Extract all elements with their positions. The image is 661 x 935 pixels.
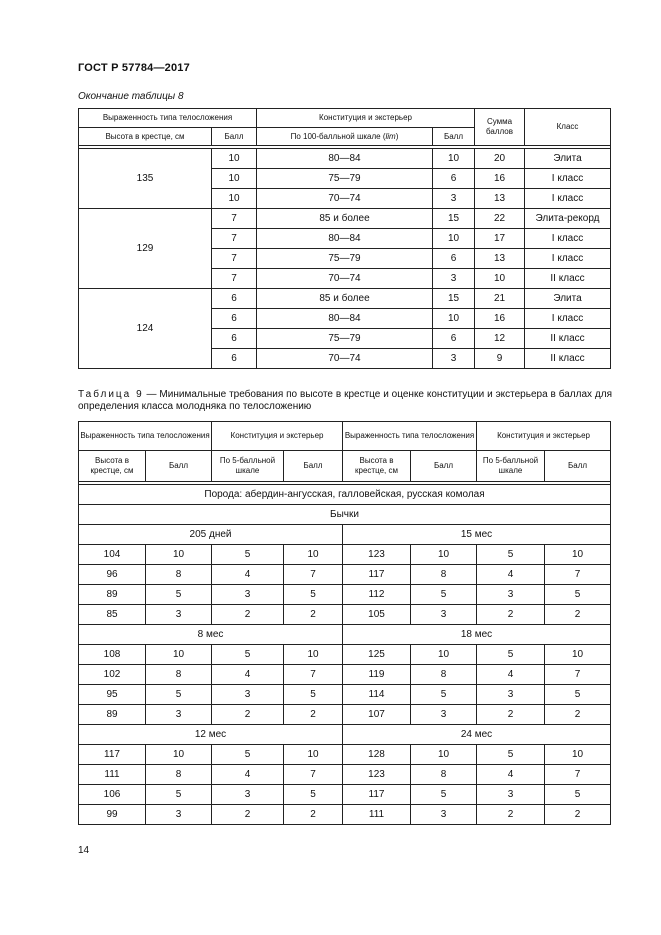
- th9-body-type-left: Выраженность типа телосложения: [79, 422, 212, 451]
- table-row: [79, 665, 611, 685]
- table-row: [79, 765, 611, 785]
- table-cell: II класс: [525, 329, 611, 349]
- table-cell: 2: [545, 805, 611, 825]
- table-cell: 10: [411, 545, 477, 565]
- table-cell: 75—79: [257, 329, 433, 349]
- table-cell: 10: [212, 189, 257, 209]
- table-cell: Элита: [525, 289, 611, 309]
- table-row: [79, 645, 611, 665]
- table-cell: 80—84: [257, 229, 433, 249]
- age-label-right: 15 мес: [343, 525, 611, 545]
- table-cell: 4: [477, 665, 545, 685]
- th9-height-right: Высота в крестце, см: [343, 451, 411, 482]
- table-cell: 10: [146, 745, 212, 765]
- table-cell: 3: [433, 349, 475, 369]
- table-cell: 8: [146, 565, 212, 585]
- table-cell: 10: [433, 309, 475, 329]
- table-cell: 6: [212, 309, 257, 329]
- table-row: [79, 705, 611, 725]
- age-label-right: 24 мес: [343, 725, 611, 745]
- table-cell: 6: [212, 289, 257, 309]
- table-cell: 117: [343, 565, 411, 585]
- table-cell: 10: [475, 269, 525, 289]
- table-cell: 10: [433, 229, 475, 249]
- table-cell: 4: [212, 565, 284, 585]
- table-cell: 3: [433, 269, 475, 289]
- table-cell: 10: [212, 149, 257, 169]
- table-cell: 70—74: [257, 349, 433, 369]
- page-number: 14: [78, 845, 90, 856]
- table-cell: I класс: [525, 229, 611, 249]
- table-cell: 75—79: [257, 169, 433, 189]
- table-cell: 5: [146, 585, 212, 605]
- table-cell: 3: [212, 585, 284, 605]
- table-cell: 85: [79, 605, 146, 625]
- table-cell: 10: [146, 645, 212, 665]
- table-row: [79, 545, 611, 565]
- th-height: Высота в крестце, см: [79, 128, 212, 146]
- table-cell: 89: [79, 705, 146, 725]
- table-cell: 5: [477, 745, 545, 765]
- table-cell: I класс: [525, 189, 611, 209]
- age-label-left: 8 мес: [79, 625, 343, 645]
- table-cell: 123: [343, 765, 411, 785]
- table-row: [79, 565, 611, 585]
- table-cell: I класс: [525, 309, 611, 329]
- table8: [78, 108, 611, 369]
- table-cell: 10: [545, 545, 611, 565]
- table-cell: 117: [343, 785, 411, 805]
- table9-caption-text: — Минимальные требования по высоте в крестце и оценке конституции и экстерьера в баллах для определения класса молодняка по телосложению: [78, 389, 612, 412]
- table-cell: 10: [411, 645, 477, 665]
- table-cell: 3: [212, 685, 284, 705]
- th-scale100: По 100-балльной шкале (lim): [257, 128, 433, 146]
- table8-caption: Окончание таблицы 8: [78, 91, 184, 102]
- table-row: [79, 805, 611, 825]
- table-row: [79, 605, 611, 625]
- table-cell: 5: [284, 785, 343, 805]
- height-cell: 135: [79, 149, 212, 209]
- table-cell: 3: [433, 189, 475, 209]
- table-cell: 8: [411, 565, 477, 585]
- table-cell: 5: [477, 545, 545, 565]
- th-class: Класс: [525, 109, 611, 146]
- table-row: [79, 585, 611, 605]
- table-cell: I класс: [525, 169, 611, 189]
- table-cell: 3: [146, 805, 212, 825]
- table-cell: 7: [284, 565, 343, 585]
- table-cell: 102: [79, 665, 146, 685]
- table-row: [79, 685, 611, 705]
- table-cell: 95: [79, 685, 146, 705]
- table-cell: 10: [284, 745, 343, 765]
- table9-caption-label: Таблица 9: [78, 389, 144, 400]
- table-cell: 119: [343, 665, 411, 685]
- th-constitution: Конституция и экстерьер: [257, 109, 475, 128]
- table-cell: 104: [79, 545, 146, 565]
- table-cell: 85 и более: [257, 209, 433, 229]
- table-cell: 7: [284, 665, 343, 685]
- table-cell: 2: [545, 705, 611, 725]
- table-cell: 10: [411, 745, 477, 765]
- table-cell: 96: [79, 565, 146, 585]
- table-cell: 20: [475, 149, 525, 169]
- table-cell: II класс: [525, 349, 611, 369]
- table-cell: 12: [475, 329, 525, 349]
- table-cell: 10: [212, 169, 257, 189]
- table-cell: 7: [212, 249, 257, 269]
- table-cell: 13: [475, 249, 525, 269]
- table-cell: 8: [146, 665, 212, 685]
- table-cell: 2: [477, 805, 545, 825]
- table-cell: 8: [411, 665, 477, 685]
- table-cell: 2: [284, 605, 343, 625]
- table-cell: 8: [146, 765, 212, 785]
- table-cell: 117: [79, 745, 146, 765]
- table-cell: 99: [79, 805, 146, 825]
- th9-ball-right: Балл: [411, 451, 477, 482]
- table-cell: Элита: [525, 149, 611, 169]
- table-cell: 5: [146, 685, 212, 705]
- table-cell: 15: [433, 289, 475, 309]
- th9-ball2-left: Балл: [284, 451, 343, 482]
- table-cell: 10: [545, 645, 611, 665]
- table-cell: 7: [212, 229, 257, 249]
- height-cell: 129: [79, 209, 212, 289]
- table-cell: 10: [284, 545, 343, 565]
- th9-ball2-right: Балл: [545, 451, 611, 482]
- th9-scale5-right: По 5-балльной шкале: [477, 451, 545, 482]
- th-body-type: Выраженность типа телосложения: [79, 109, 257, 128]
- table-cell: 111: [343, 805, 411, 825]
- table-cell: 106: [79, 785, 146, 805]
- th9-ball-left: Балл: [146, 451, 212, 482]
- table-cell: 3: [146, 605, 212, 625]
- th9-constitution-right: Конституция и экстерьер: [477, 422, 611, 451]
- table-cell: 3: [477, 785, 545, 805]
- table-cell: 3: [477, 585, 545, 605]
- table9-caption: [78, 389, 612, 413]
- table-cell: 2: [477, 605, 545, 625]
- th-ball: Балл: [212, 128, 257, 146]
- table-cell: 6: [433, 249, 475, 269]
- table-cell: 6: [212, 329, 257, 349]
- table-cell: 2: [212, 605, 284, 625]
- th9-constitution-left: Конституция и экстерьер: [212, 422, 343, 451]
- table-cell: 15: [433, 209, 475, 229]
- table-cell: 2: [284, 705, 343, 725]
- table-cell: I класс: [525, 249, 611, 269]
- table-cell: 4: [477, 765, 545, 785]
- table-cell: 75—79: [257, 249, 433, 269]
- th9-height-left: Высота в крестце, см: [79, 451, 146, 482]
- table-cell: 3: [411, 605, 477, 625]
- table-cell: 5: [545, 785, 611, 805]
- age-label-left: 205 дней: [79, 525, 343, 545]
- table-cell: 7: [284, 765, 343, 785]
- table-cell: 7: [212, 269, 257, 289]
- table-cell: 8: [411, 765, 477, 785]
- table-cell: 4: [212, 765, 284, 785]
- table9: [78, 421, 611, 825]
- table-cell: 123: [343, 545, 411, 565]
- table-cell: 5: [411, 785, 477, 805]
- table-cell: 10: [146, 545, 212, 565]
- table-cell: II класс: [525, 269, 611, 289]
- th-sum: Сумма баллов: [475, 109, 525, 146]
- table-cell: 5: [477, 645, 545, 665]
- age-row: [79, 725, 611, 745]
- table-cell: 7: [545, 565, 611, 585]
- age-row: [79, 625, 611, 645]
- table-row: [79, 209, 611, 229]
- table-cell: 5: [146, 785, 212, 805]
- table-cell: 5: [545, 585, 611, 605]
- table-cell: 4: [477, 565, 545, 585]
- table-cell: 10: [284, 645, 343, 665]
- table-cell: 5: [212, 745, 284, 765]
- table-cell: 21: [475, 289, 525, 309]
- table-cell: 5: [212, 645, 284, 665]
- table-cell: 16: [475, 169, 525, 189]
- table-cell: 7: [545, 765, 611, 785]
- table-row: [79, 745, 611, 765]
- table-cell: 5: [545, 685, 611, 705]
- table-cell: 108: [79, 645, 146, 665]
- table-cell: 4: [212, 665, 284, 685]
- th9-scale5-left: По 5-балльной шкале: [212, 451, 284, 482]
- age-label-right: 18 мес: [343, 625, 611, 645]
- table-row: [79, 785, 611, 805]
- table-cell: 7: [545, 665, 611, 685]
- table-cell: 2: [284, 805, 343, 825]
- table-row: [79, 289, 611, 309]
- table-cell: 17: [475, 229, 525, 249]
- table-cell: 9: [475, 349, 525, 369]
- table-cell: 13: [475, 189, 525, 209]
- table-cell: 16: [475, 309, 525, 329]
- table-cell: 5: [284, 685, 343, 705]
- sex-row: Бычки: [79, 505, 611, 525]
- table-cell: 6: [212, 349, 257, 369]
- table-cell: 2: [212, 705, 284, 725]
- table-cell: 2: [212, 805, 284, 825]
- table-cell: 5: [212, 545, 284, 565]
- table-cell: 7: [212, 209, 257, 229]
- table-cell: 128: [343, 745, 411, 765]
- th9-body-type-right: Выраженность типа телосложения: [343, 422, 477, 451]
- breed-row: Порода: абердин-ангусская, галловейская, русская комолая: [79, 485, 611, 505]
- table-cell: 107: [343, 705, 411, 725]
- age-row: [79, 525, 611, 545]
- table-cell: 22: [475, 209, 525, 229]
- table-cell: 3: [411, 705, 477, 725]
- height-cell: 124: [79, 289, 212, 369]
- table-cell: 80—84: [257, 309, 433, 329]
- table-cell: 6: [433, 329, 475, 349]
- document-header: ГОСТ Р 57784—2017: [78, 62, 190, 74]
- table-cell: 2: [545, 605, 611, 625]
- table-cell: 85 и более: [257, 289, 433, 309]
- table-cell: 114: [343, 685, 411, 705]
- table-cell: 2: [477, 705, 545, 725]
- table-cell: 112: [343, 585, 411, 605]
- table-cell: 80—84: [257, 149, 433, 169]
- table-cell: 10: [545, 745, 611, 765]
- th-ball2: Балл: [433, 128, 475, 146]
- table-cell: 3: [477, 685, 545, 705]
- table-cell: 5: [411, 585, 477, 605]
- table-cell: 3: [411, 805, 477, 825]
- table-cell: 6: [433, 169, 475, 189]
- table-cell: 70—74: [257, 269, 433, 289]
- table-cell: Элита-рекорд: [525, 209, 611, 229]
- table-cell: 5: [411, 685, 477, 705]
- table-cell: 5: [284, 585, 343, 605]
- table-cell: 70—74: [257, 189, 433, 209]
- table-cell: 111: [79, 765, 146, 785]
- table-cell: 105: [343, 605, 411, 625]
- table-cell: 89: [79, 585, 146, 605]
- table-cell: 125: [343, 645, 411, 665]
- table-cell: 10: [433, 149, 475, 169]
- table-cell: 3: [212, 785, 284, 805]
- age-label-left: 12 мес: [79, 725, 343, 745]
- table-row: [79, 149, 611, 169]
- table-cell: 3: [146, 705, 212, 725]
